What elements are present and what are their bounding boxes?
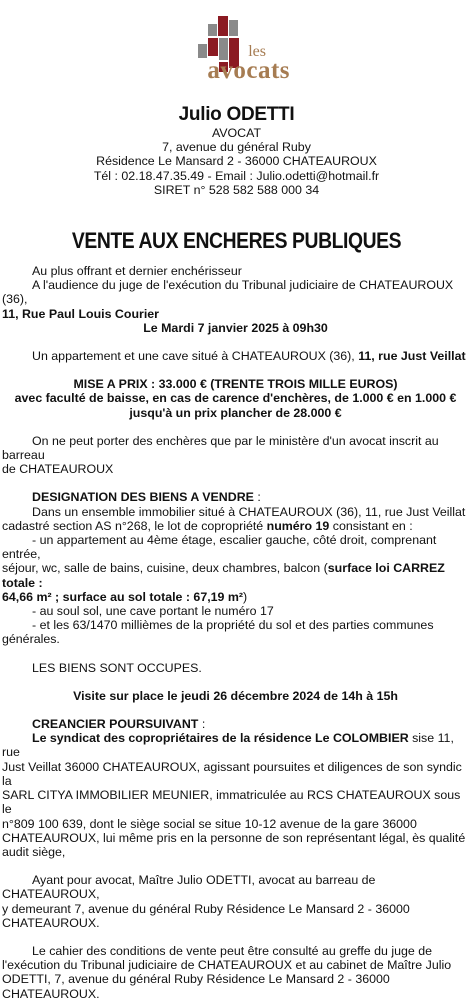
notice-line-2: de CHATEAUROUX [2,462,114,477]
conditions-line-4: CHATEAUROUX. [2,986,100,1001]
designation-item-2: - au soul sol, une cave portant le numéro 17 [32,604,274,619]
notice-title: VENTE AUX ENCHERES PUBLIQUES [71,228,402,253]
designation-line-2: cadastré section AS n°268, le lot de copropriété numéro 19 consistant en : [2,518,413,533]
designation-line-1: Dans un ensemble immobilier situé à CHATEAUROUX (36), 11, rue Just Veillat [32,504,466,519]
designation-item-3: - et les 63/1470 millièmes de la propriété du sol et des parties communes générales. [2,618,434,647]
intro-line-1: Au plus offrant et dernier enchérisseur [32,264,242,278]
designation-item-1c: 64,66 m² ; surface au sol totale : 67,19 m²) [2,589,248,604]
hearing-date: Le Mardi 7 janvier 2025 à 09h30 [143,320,328,335]
designation-item-1a: - un appartement au 4ème étage, escalier gauche, côté droit, comprenant entrée, [2,533,437,562]
designation-heading: DESIGNATION DES BIENS A VENDRE : [32,490,261,505]
lot-address: 11, rue Just Veillat [358,349,466,364]
intro-line-2: A l'audience du juge de l'exécution du Tribunal judiciaire de CHATEAUROUX (36), [2,278,454,307]
logo-avocats-text: avocats [207,57,290,84]
occupancy-status: LES BIENS SONT OCCUPES. [32,660,202,675]
counsel-line-1: Ayant pour avocat, Maître Julio ODETTI, avocat au barreau de CHATEAUROUX, [2,873,376,902]
creditor-line-6: audit siège, [2,844,66,859]
conditions-line-3: ODETTI, 7, avenue du général Ruby Résidence Le Mansard 2 - 36000 [2,972,390,987]
conditions-line-1: Le cahier des conditions de vente peut être consulté au greffe du juge de [32,943,432,958]
lawyer-header [0,104,473,197]
creditor-heading: CREANCIER POURSUIVANT : [32,717,206,732]
creditor-line-1: Le syndicat des copropriétaires de la résidence Le COLOMBIER sise 11, rue [2,731,454,760]
lawyer-contact: Tél : 02.18.47.35.49 - Email : Julio.odetti@hotmail.fr [93,168,380,183]
logo-les-text: les [248,43,266,60]
counsel-line-3: CHATEAUROUX. [2,915,100,930]
creditor-line-3: SARL CITYA IMMOBILIER MEUNIER, immatriculée au RCS CHATEAUROUX sous le [2,788,461,817]
lawyer-name: Julio ODETTI [178,104,295,125]
price-line-2: avec faculté de baisse, en cas de carence d'enchères, de 1.000 € en 1.000 € [14,391,457,406]
intro-line-3: 11, Rue Paul Louis Courier [2,306,159,321]
creditor-line-4: n°809 100 639, dont le siège social se situe 10-12 avenue de la gare 36000 [2,816,417,831]
designation-item-1b: séjour, wc, salle de bains, cuisine, deux chambres, balcon (surface loi CARREZ totale : [2,561,445,590]
logo-wordmark [184,44,294,82]
notice-body [2,264,469,1001]
lot-summary: Un appartement et une cave situé à CHATEAUROUX (36), 11, rue Just Veillat [32,349,466,364]
creditor-line-2: Just Veillat 36000 CHATEAUROUX, agissant poursuites et diligences de son syndic la [2,759,462,788]
lawyer-address-1: 7, avenue du général Ruby [162,140,311,155]
lawyer-address-2: Résidence Le Mansard 2 - 36000 CHATEAUROUX [96,154,377,169]
creditor-line-5: CHATEAUROUX, lui même pris en la personne de son représentant légal, ès qualité [2,830,466,845]
price-line-1: MISE A PRIX : 33.000 € (TRENTE TROIS MILLE EUROS) [73,377,398,392]
lawyer-siret: SIRET n° 528 582 588 000 34 [153,182,320,197]
visit-info: Visite sur place le jeudi 26 décembre 2024 de 14h à 15h [73,688,398,703]
conditions-line-2: l'exécution du Tribunal judiciaire de CHATEAUROUX et au cabinet de Maître Julio [2,958,452,973]
price-line-3: jusqu'à un prix plancher de 28.000 € [129,405,342,420]
lawyer-role: AVOCAT [211,126,262,140]
notice-line-1: On ne peut porter des enchères que par le ministère d'un avocat inscrit au barreau [2,433,439,463]
counsel-line-2: y demeurant 7, avenue du général Ruby Résidence Le Mansard 2 - 36000 [2,901,410,916]
